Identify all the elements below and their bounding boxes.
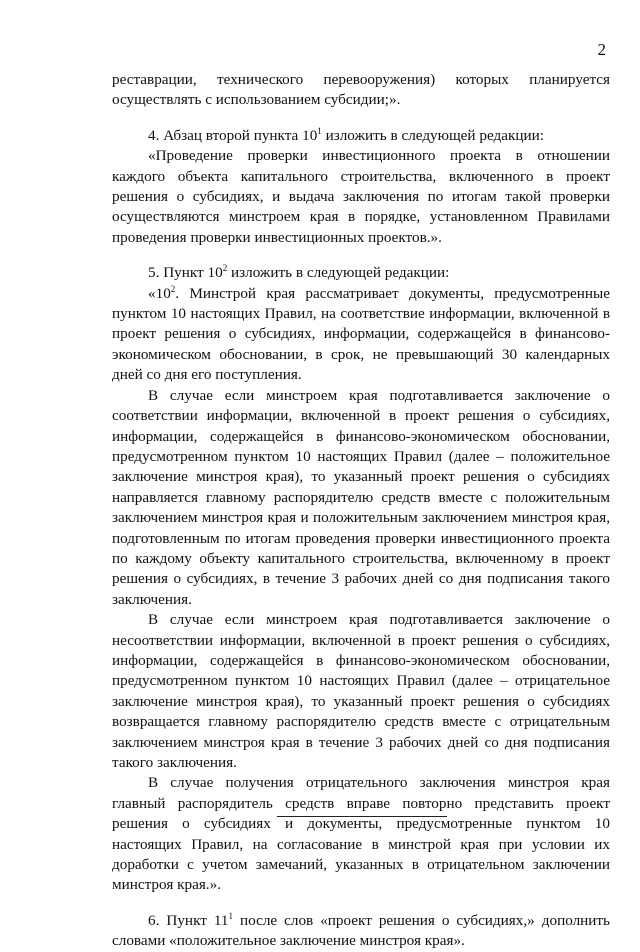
paragraph-quote-inspection <box>112 146 610 248</box>
paragraph-text: . Минстрой края рассматривает документы, предусмотренные пунктом 10 настоящих Правил, на соответствие информации, включенной в проект решения о субсидиях, информации, содержащейся в финансово-экономическом обосновании, в срок, не превышающий 30 календарных дней со дня его поступления. <box>112 284 610 384</box>
paragraph-item-6 <box>112 911 610 952</box>
paragraph-text: «10 <box>148 284 171 302</box>
paragraph-text: В случае если минстроем края подготавливается заключение о несоответствии информации, включенной в проект решения о субсидиях, информации, содержащейся в финансово-экономическом обосновании, предусмотренном пунктом 10 настоящих Правил (далее – отрицательное заключение минстроя края), то указанный проект решения о субсидиях возвращается главному распорядителю средств вместе с отрицательным заключением минстроя края в течение 3 рабочих дней со дня подписания такого заключения. <box>112 611 610 771</box>
paragraph-quote-10-2 <box>112 284 610 386</box>
paragraph-text: изложить в следующей редакции: <box>321 126 544 144</box>
superscript: 1 <box>317 125 322 136</box>
paragraph-text: после слов «проект решения о субсидиях,» дополнить словами «положительное заключение минстроя края». <box>112 911 610 950</box>
paragraph-text: 6. Пункт 11 <box>148 911 229 929</box>
superscript: 2 <box>170 283 176 294</box>
paragraph-positive-conclusion <box>112 386 610 610</box>
paragraph-text: «Проведение проверки инвестиционного проекта в отношении каждого объекта капитального строительства, включенного в проект решения о субсидиях, и выдача заключения по итогам такой проверки осуществляются минстроем края в порядке, установленном Правилами проведения проверки инвестиционных проектов.». <box>112 147 610 246</box>
paragraph-text: В случае получения отрицательного заключения минстроя края главный распорядитель средств вправе повторно представить проект решения о субсидиях и документы, предусмотренные пунктом 10 настоящих Правил, на согласование в минстрой края при условии их доработки с учетом замечаний, указанных в отрицательном заключении минстроя края.». <box>112 774 610 894</box>
paragraph-negative-conclusion <box>112 610 610 773</box>
superscript: 2 <box>222 263 228 274</box>
paragraph-text: реставрации, технического перевооружения) которых планируется осуществлять с использованием субсидии;». <box>112 71 610 109</box>
superscript: 1 <box>228 910 233 921</box>
paragraph-continuation <box>112 70 610 111</box>
paragraph-text: 4. Абзац второй пункта 10 <box>148 126 318 144</box>
paragraph-item-4 <box>112 126 610 146</box>
paragraph-item-5 <box>112 263 610 283</box>
paragraph-resubmission <box>112 773 610 895</box>
end-divider-line <box>277 816 447 817</box>
paragraph-text: 5. Пункт 10 <box>148 264 223 282</box>
paragraph-text: изложить в следующей редакции: <box>227 264 450 282</box>
paragraph-text: В случае если минстроем края подготавливается заключение о соответствии информации, включенной в проект решения о субсидиях, информации, содержащейся в финансово-экономическом обосновании, предусмотренном пунктом 10 настоящих Правил (далее – положительное заключение минстроя края), то указанный проект решения о субсидиях направляется главному распорядителю средств вместе с положительным заключением минстроя края и положительным заключением минстроя края, подготовленным по итогам проведения проверки инвестиционного проекта по каждому объекту капитального строительства, включенному в проект решения о субсидиях, в течение 3 рабочих дней со дня подписания такого заключения. <box>112 386 610 608</box>
page-number: 2 <box>597 40 606 59</box>
document-body <box>112 70 610 952</box>
